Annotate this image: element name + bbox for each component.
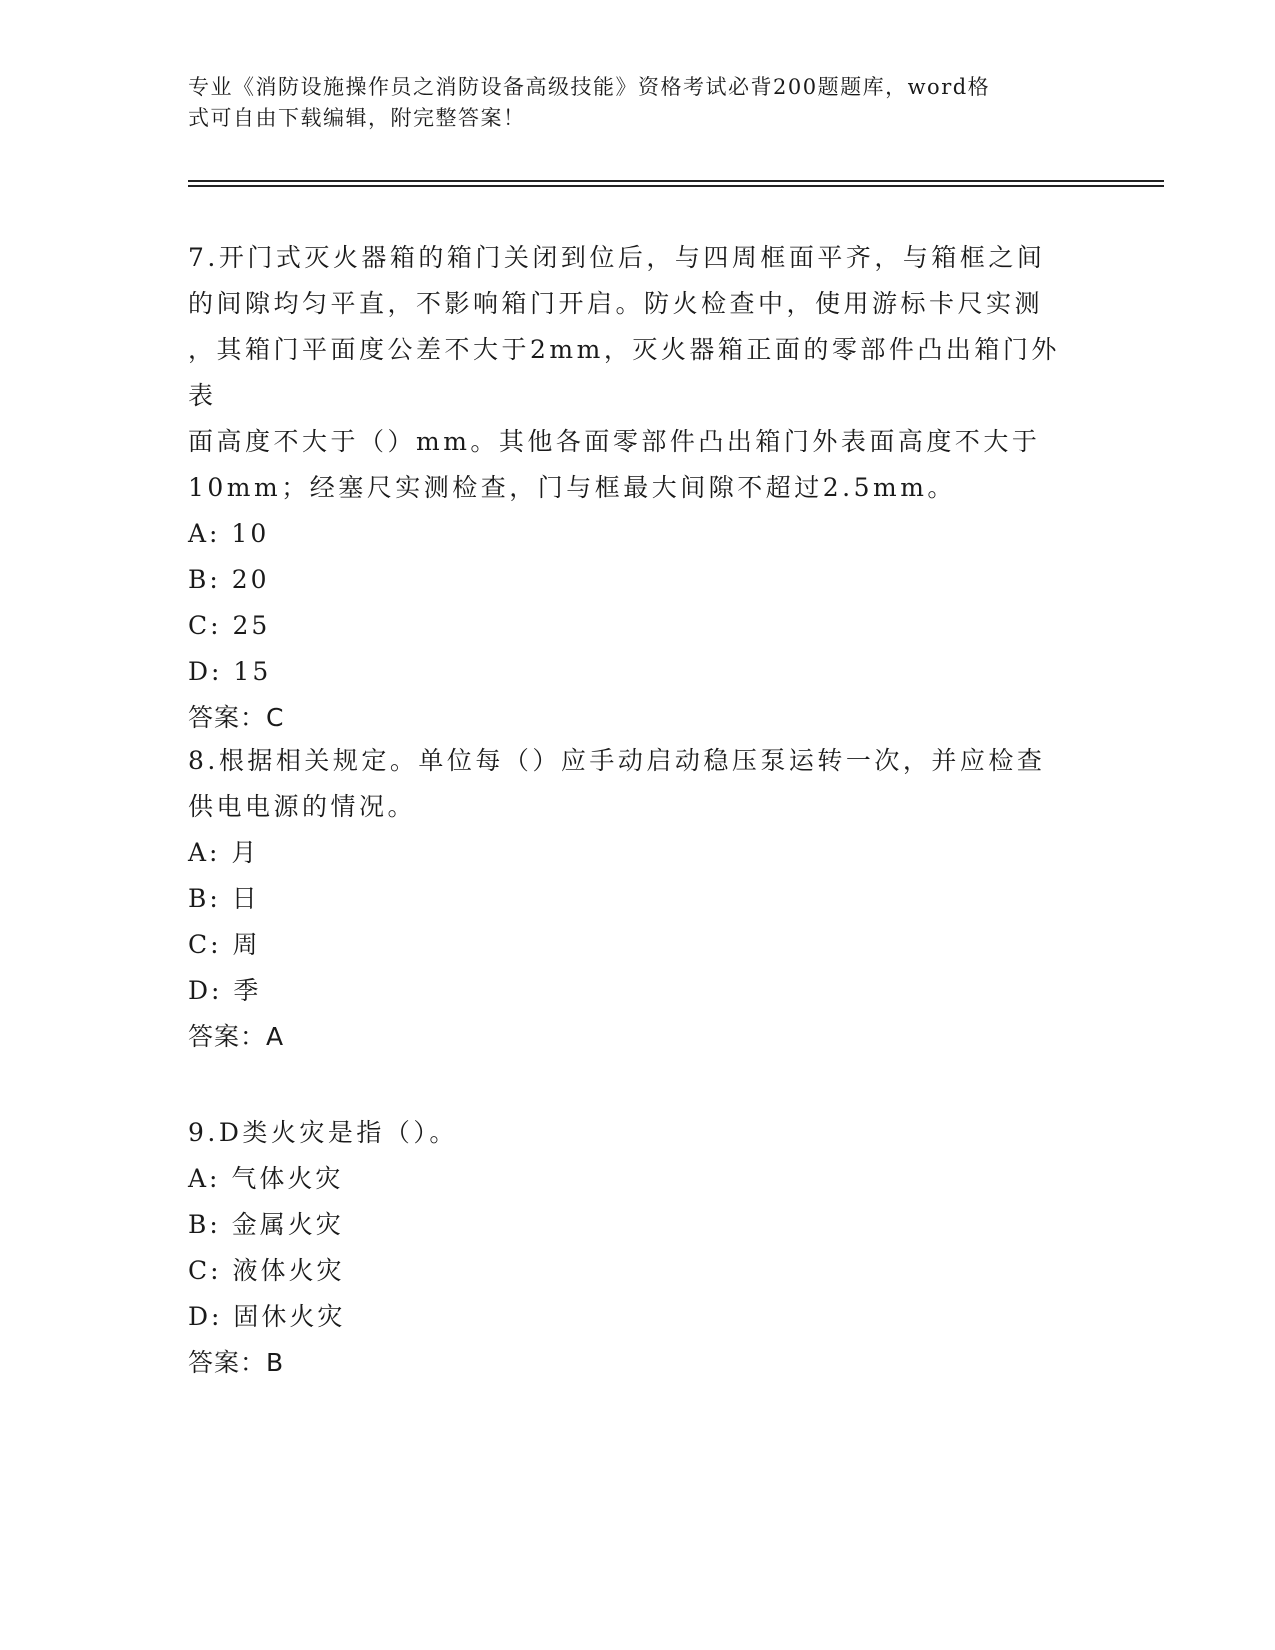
option-d: D: 15 xyxy=(188,657,272,686)
header-line-1: 专业《消防设施操作员之消防设备高级技能》资格考试必背200题题库，word格 xyxy=(188,75,991,99)
option-a: A: 气体火灾 xyxy=(188,1164,344,1193)
option-a: A: 月 xyxy=(188,838,260,867)
question-line: 供电电源的情况。 xyxy=(188,792,417,821)
header-line-2: 式可自由下载编辑，附完整答案！ xyxy=(188,106,526,130)
option-c: C: 25 xyxy=(188,611,271,640)
question-line: 面高度不大于（）mm。其他各面零部件凸出箱门外表面高度不大于 xyxy=(188,427,1041,456)
header-rule-top xyxy=(188,180,1164,182)
document-header xyxy=(188,72,1078,134)
answer: 答案：A xyxy=(188,1022,285,1051)
option-c: C: 周 xyxy=(188,930,261,959)
option-a: A: 10 xyxy=(188,519,270,548)
question-line: ，其箱门平面度公差不大于2mm，灭火器箱正面的零部件凸出箱门外表 xyxy=(188,335,1060,410)
question-line: 8.根据相关规定。单位每（）应手动启动稳压泵运转一次，并应检查 xyxy=(188,746,1046,775)
question-9 xyxy=(188,1110,1088,1386)
answer: 答案：C xyxy=(188,703,285,732)
option-d: D: 季 xyxy=(188,976,262,1005)
question-7 xyxy=(188,235,1088,741)
answer: 答案：B xyxy=(188,1348,285,1377)
question-line: 10mm；经塞尺实测检查，门与框最大间隙不超过2.5mm。 xyxy=(188,473,956,502)
header-rule-bottom xyxy=(188,185,1164,187)
question-line: 9.D类火灾是指（）。 xyxy=(188,1118,458,1147)
option-b: B: 金属火灾 xyxy=(188,1210,344,1239)
question-line: 的间隙均匀平直，不影响箱门开启。防火检查中，使用游标卡尺实测 xyxy=(188,289,1044,318)
option-c: C: 液体火灾 xyxy=(188,1256,345,1285)
option-b: B: 日 xyxy=(188,884,260,913)
question-8 xyxy=(188,738,1088,1060)
option-d: D: 固休火灾 xyxy=(188,1302,346,1331)
option-b: B: 20 xyxy=(188,565,270,594)
question-line: 7.开门式灭火器箱的箱门关闭到位后，与四周框面平齐，与箱框之间 xyxy=(188,243,1046,272)
